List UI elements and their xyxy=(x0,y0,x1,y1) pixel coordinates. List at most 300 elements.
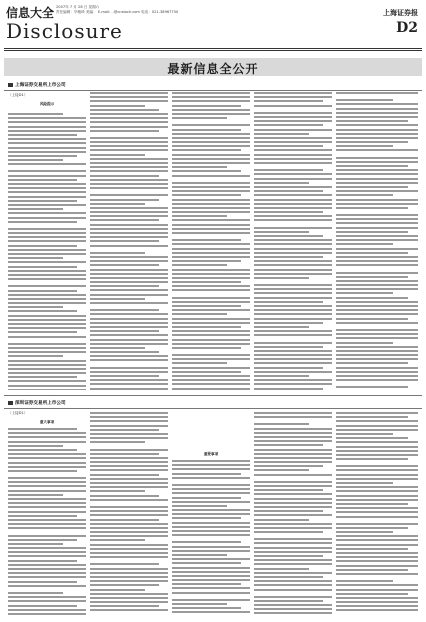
text-column xyxy=(336,412,418,616)
text-line xyxy=(90,339,168,341)
text-line xyxy=(172,330,250,332)
text-line xyxy=(90,289,168,291)
text-line xyxy=(8,564,86,566)
text-column xyxy=(336,92,418,390)
text-line xyxy=(254,92,332,94)
text-line xyxy=(90,228,168,230)
text-line xyxy=(336,157,418,159)
text-line xyxy=(8,477,86,479)
text-line xyxy=(8,364,86,366)
text-line xyxy=(254,474,332,476)
text-line xyxy=(90,474,159,476)
text-line xyxy=(336,420,418,422)
text-column xyxy=(90,92,168,390)
text-line xyxy=(172,379,250,381)
text-line xyxy=(90,527,168,529)
text-line xyxy=(172,100,250,102)
text-line xyxy=(90,589,145,591)
text-line xyxy=(172,129,241,131)
text-line xyxy=(254,207,332,209)
text-line xyxy=(8,432,86,434)
text-line xyxy=(172,182,250,184)
text-line xyxy=(254,514,332,516)
text-line xyxy=(254,190,323,192)
text-line xyxy=(336,149,418,151)
text-line xyxy=(90,605,159,607)
text-line xyxy=(254,215,332,217)
text-line xyxy=(90,175,159,177)
text-line xyxy=(172,297,250,299)
text-line xyxy=(336,458,408,460)
text-line xyxy=(254,350,332,352)
text-line xyxy=(8,187,86,189)
text-line xyxy=(336,243,393,245)
text-line xyxy=(90,96,168,98)
text-line xyxy=(90,379,168,381)
text-line xyxy=(90,478,168,480)
text-line xyxy=(90,207,168,209)
text-line xyxy=(90,539,145,541)
banner-title: 最新信息全公开 xyxy=(167,62,259,76)
text-line xyxy=(172,166,227,168)
text-line xyxy=(336,371,418,373)
text-line xyxy=(90,383,168,385)
text-line xyxy=(336,178,418,180)
text-line xyxy=(8,236,86,238)
text-line xyxy=(336,260,418,262)
text-line xyxy=(336,429,418,431)
text-line xyxy=(336,539,418,541)
text-line xyxy=(8,506,86,508)
text-line xyxy=(90,245,168,247)
text-line xyxy=(90,495,159,497)
text-line xyxy=(90,154,145,156)
text-line xyxy=(8,179,77,181)
text-line xyxy=(8,498,86,500)
text-line xyxy=(254,457,332,459)
text-line xyxy=(8,527,86,529)
text-line xyxy=(254,194,332,196)
text-line xyxy=(254,388,323,390)
text-line xyxy=(336,292,393,294)
text-line xyxy=(8,551,86,553)
text-line xyxy=(336,503,408,505)
text-line xyxy=(254,116,332,118)
text-line xyxy=(90,375,159,377)
text-line xyxy=(172,534,250,536)
text-line xyxy=(336,194,393,196)
text-line xyxy=(90,388,168,390)
text-line xyxy=(172,277,250,279)
text-line xyxy=(172,194,241,196)
text-line xyxy=(172,562,241,564)
text-line xyxy=(254,362,332,364)
text-line xyxy=(8,121,86,123)
text-line xyxy=(172,207,250,209)
text-line xyxy=(90,584,159,586)
text-line xyxy=(254,269,332,271)
text-line xyxy=(172,603,227,605)
text-line xyxy=(90,334,168,336)
text-line xyxy=(336,446,418,448)
text-line xyxy=(172,339,250,341)
text-line xyxy=(254,235,323,237)
text-line xyxy=(90,568,168,570)
text-line xyxy=(336,252,408,254)
text-line xyxy=(336,227,418,229)
text-line xyxy=(254,523,332,525)
text-line xyxy=(254,313,332,315)
text-line xyxy=(336,593,408,595)
text-line xyxy=(8,555,86,557)
text-line xyxy=(254,555,323,557)
text-line xyxy=(254,469,309,471)
text-line xyxy=(336,386,408,388)
text-line xyxy=(254,137,332,139)
text-line xyxy=(254,510,323,512)
text-line xyxy=(8,385,86,387)
text-line xyxy=(336,284,418,286)
text-line xyxy=(172,388,250,390)
text-line xyxy=(254,330,332,332)
text-line xyxy=(336,362,408,364)
text-line xyxy=(8,547,86,549)
text-line xyxy=(90,580,168,582)
text-line xyxy=(172,554,227,556)
text-line xyxy=(8,462,86,464)
text-line xyxy=(254,149,332,151)
text-line xyxy=(8,196,86,198)
text-line xyxy=(254,256,323,258)
text-line xyxy=(336,280,418,282)
text-line xyxy=(8,298,86,300)
text-line xyxy=(336,108,418,110)
text-line xyxy=(172,473,241,475)
text-line xyxy=(336,322,418,324)
text-line xyxy=(336,165,408,167)
text-line xyxy=(172,243,250,245)
text-line xyxy=(8,376,77,378)
sub-header: 重要事项 xyxy=(203,452,219,456)
text-line xyxy=(254,277,309,279)
text-line xyxy=(254,416,332,418)
text-line xyxy=(172,133,250,135)
text-line xyxy=(336,527,408,529)
text-line xyxy=(172,583,241,585)
text-line xyxy=(90,145,168,147)
text-line xyxy=(90,126,168,128)
text-line xyxy=(90,330,159,332)
text-line xyxy=(172,190,250,192)
text-line xyxy=(172,517,241,519)
text-line xyxy=(90,531,168,533)
text-line xyxy=(8,212,86,214)
text-line xyxy=(90,437,168,439)
text-line xyxy=(172,592,250,594)
text-line xyxy=(90,281,168,283)
text-line xyxy=(254,551,332,553)
text-line xyxy=(254,379,332,381)
text-line xyxy=(172,575,250,577)
text-line xyxy=(90,490,145,492)
text-line xyxy=(336,313,418,315)
text-column xyxy=(172,92,250,390)
text-line xyxy=(172,305,241,307)
text-line xyxy=(254,423,309,425)
text-line xyxy=(336,454,418,456)
text-line xyxy=(254,318,332,320)
text-line xyxy=(254,444,323,446)
text-line xyxy=(172,256,250,258)
text-line xyxy=(90,199,159,201)
text-line xyxy=(90,593,168,595)
text-line xyxy=(8,494,63,496)
text-line xyxy=(90,137,168,139)
text-line xyxy=(90,576,168,578)
text-line xyxy=(254,120,332,122)
text-line xyxy=(336,379,418,381)
text-line xyxy=(336,99,393,101)
text-line xyxy=(8,543,63,545)
text-line xyxy=(8,523,86,525)
text-line xyxy=(172,154,250,156)
text-line xyxy=(336,499,418,501)
text-line xyxy=(336,124,418,126)
text-line xyxy=(172,541,241,543)
text-line xyxy=(336,565,418,567)
text-line xyxy=(336,182,418,184)
text-line xyxy=(8,347,86,349)
text-line xyxy=(172,137,250,139)
text-line xyxy=(172,375,250,377)
text-line xyxy=(336,580,393,582)
text-line xyxy=(8,228,86,230)
text-line xyxy=(254,542,332,544)
text-line xyxy=(8,327,86,329)
text-line xyxy=(90,149,168,151)
text-line xyxy=(8,441,86,443)
text-line xyxy=(336,535,418,537)
text-line xyxy=(172,141,250,143)
text-line xyxy=(254,440,332,442)
text-line xyxy=(254,158,332,160)
text-line xyxy=(8,466,86,468)
text-line xyxy=(254,219,332,221)
text-line xyxy=(8,470,77,472)
text-line xyxy=(336,474,418,476)
text-line xyxy=(254,96,332,98)
text-line xyxy=(8,428,77,430)
text-line xyxy=(172,530,250,532)
text-line xyxy=(336,235,418,237)
text-line xyxy=(8,163,86,165)
text-line xyxy=(336,129,418,131)
text-line xyxy=(254,461,332,463)
text-line xyxy=(90,298,145,300)
text-line xyxy=(254,383,332,385)
text-line xyxy=(254,371,332,373)
text-line xyxy=(172,199,250,201)
text-line xyxy=(254,326,309,328)
text-line xyxy=(336,264,418,266)
text-line xyxy=(90,121,168,123)
text-line xyxy=(172,492,250,494)
text-line xyxy=(8,372,86,374)
text-line xyxy=(90,170,168,172)
text-line xyxy=(90,601,168,603)
text-line xyxy=(336,425,418,427)
text-line xyxy=(8,457,86,459)
text-line xyxy=(172,522,250,524)
text-line xyxy=(172,318,250,320)
text-line xyxy=(336,214,418,216)
text-line xyxy=(90,224,168,226)
text-line xyxy=(172,203,250,205)
text-line xyxy=(254,273,332,275)
text-line xyxy=(254,305,332,307)
text-line xyxy=(8,613,86,615)
text-line xyxy=(254,211,323,213)
text-line xyxy=(336,516,418,518)
text-line xyxy=(254,162,332,164)
text-line xyxy=(254,498,332,500)
text-line xyxy=(90,269,168,271)
text-line xyxy=(90,351,159,353)
text-line xyxy=(8,336,86,338)
text-line xyxy=(336,103,418,105)
text-line xyxy=(90,240,159,242)
text-line xyxy=(336,544,418,546)
text-line xyxy=(8,126,86,128)
text-line xyxy=(172,526,250,528)
text-line xyxy=(254,297,332,299)
text-line xyxy=(172,281,241,283)
text-line xyxy=(8,568,86,570)
text-line xyxy=(8,183,86,185)
text-line xyxy=(8,436,86,438)
text-line xyxy=(90,141,168,143)
text-line xyxy=(336,416,408,418)
text-line xyxy=(254,572,332,574)
text-line xyxy=(172,211,250,213)
text-line xyxy=(90,313,168,315)
text-line xyxy=(336,333,418,335)
text-line xyxy=(172,149,241,151)
text-line xyxy=(8,147,86,149)
text-column xyxy=(172,412,250,616)
text-line xyxy=(254,375,309,377)
text-line xyxy=(336,597,418,599)
text-line xyxy=(172,546,250,548)
text-line xyxy=(254,453,332,455)
text-line xyxy=(336,231,408,233)
text-line xyxy=(172,607,241,609)
text-line xyxy=(90,264,159,266)
text-line xyxy=(172,248,250,250)
text-line xyxy=(336,203,418,205)
text-line xyxy=(336,560,418,562)
text-line xyxy=(90,556,168,558)
text-line xyxy=(8,343,86,345)
text-line xyxy=(336,375,418,377)
text-line xyxy=(172,219,250,221)
text-line xyxy=(254,129,332,131)
text-line xyxy=(8,389,86,390)
text-line xyxy=(254,485,332,487)
text-line xyxy=(90,597,168,599)
text-line xyxy=(90,486,168,488)
text-line xyxy=(8,310,77,312)
text-line xyxy=(90,499,168,501)
text-line xyxy=(254,203,332,205)
text-line xyxy=(8,306,63,308)
text-line xyxy=(336,433,393,435)
text-line xyxy=(90,273,168,275)
text-line xyxy=(336,248,418,250)
text-line xyxy=(336,523,418,525)
text-line xyxy=(254,309,332,311)
text-line xyxy=(172,309,250,311)
text-line xyxy=(336,199,418,201)
paper-name: 上海证券报 xyxy=(383,8,418,17)
text-line xyxy=(172,326,241,328)
text-line xyxy=(172,260,241,262)
text-line xyxy=(90,252,145,254)
text-line xyxy=(172,358,250,360)
text-column xyxy=(8,100,86,390)
text-line xyxy=(8,572,86,574)
text-line xyxy=(8,221,77,223)
text-line xyxy=(8,596,86,598)
text-line xyxy=(8,170,86,172)
text-line xyxy=(90,187,168,189)
text-line xyxy=(254,301,323,303)
text-line xyxy=(172,334,250,336)
text-line xyxy=(90,461,168,463)
text-line xyxy=(336,531,393,533)
text-line xyxy=(336,478,418,480)
text-line xyxy=(8,302,86,304)
text-line xyxy=(336,601,418,603)
text-line xyxy=(172,117,227,119)
masthead xyxy=(0,0,426,48)
text-line xyxy=(254,169,323,171)
text-line xyxy=(90,535,168,537)
text-line xyxy=(90,117,168,119)
text-line xyxy=(254,531,323,533)
text-line xyxy=(254,346,323,348)
text-line xyxy=(8,585,86,587)
text-line xyxy=(172,239,241,241)
text-line xyxy=(8,515,77,517)
text-line xyxy=(172,285,250,287)
text-line xyxy=(172,92,250,94)
text-line xyxy=(336,342,393,344)
text-line xyxy=(254,182,309,184)
text-line xyxy=(90,514,168,516)
text-line xyxy=(8,134,77,136)
text-line xyxy=(254,288,332,290)
text-line xyxy=(90,449,168,451)
text-line xyxy=(336,116,418,118)
header-rule xyxy=(4,48,422,49)
text-line xyxy=(254,465,323,467)
section-continued: （上接D1） xyxy=(8,93,28,97)
text-line xyxy=(336,297,408,299)
text-line xyxy=(8,539,77,541)
text-line xyxy=(254,112,332,114)
text-line xyxy=(90,166,168,168)
